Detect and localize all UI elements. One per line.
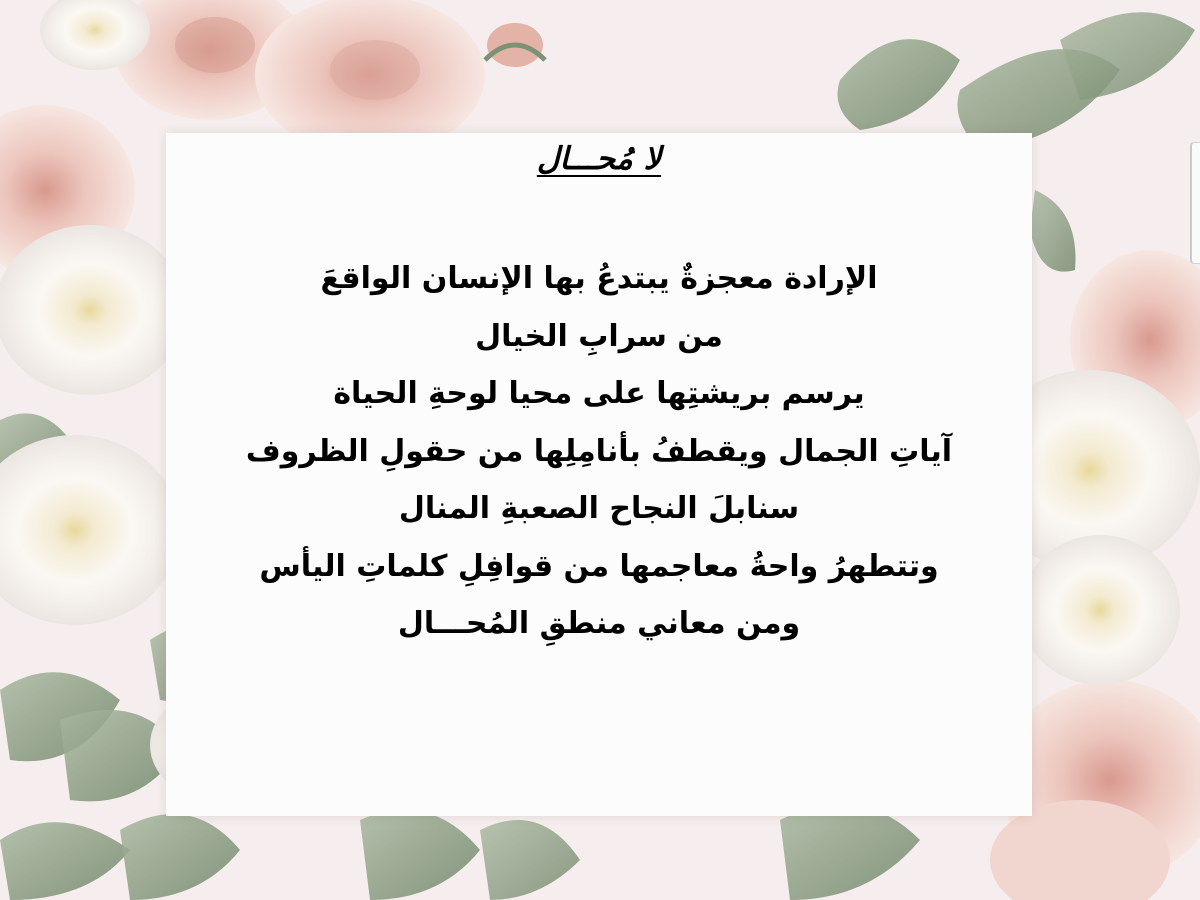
scrollbar-edge[interactable] bbox=[1190, 142, 1200, 264]
white-rose-left-upper bbox=[0, 225, 185, 395]
poem-line: وتتطهرُ واحةُ معاجمها من قوافِلِ كلماتِ اليأس bbox=[259, 548, 939, 584]
pink-rose-top bbox=[255, 0, 485, 155]
poem-text bbox=[166, 250, 1032, 653]
rose-bud-top bbox=[485, 23, 545, 67]
poem-line: يرسم بريشتِها على محيا لوحةِ الحياة bbox=[333, 376, 865, 411]
poem-title: لا مُحـــال bbox=[536, 141, 662, 177]
poem-line: ومن معاني منطقِ المُحـــال bbox=[397, 606, 801, 641]
poem-line: سنابلَ النجاح الصعبةِ المنال bbox=[398, 491, 800, 526]
white-rose-left-lower bbox=[0, 435, 180, 625]
poem-line: من سرابِ الخيال bbox=[475, 318, 723, 354]
poem-line: الإرادة معجزةٌ يبتدعُ بها الإنسان الواقعَ bbox=[320, 261, 878, 296]
white-rose-right-lower bbox=[1020, 535, 1180, 685]
poem-line: آياتِ الجمال ويقطفُ بأنامِلِها من حقولِ الظروف bbox=[245, 433, 953, 469]
